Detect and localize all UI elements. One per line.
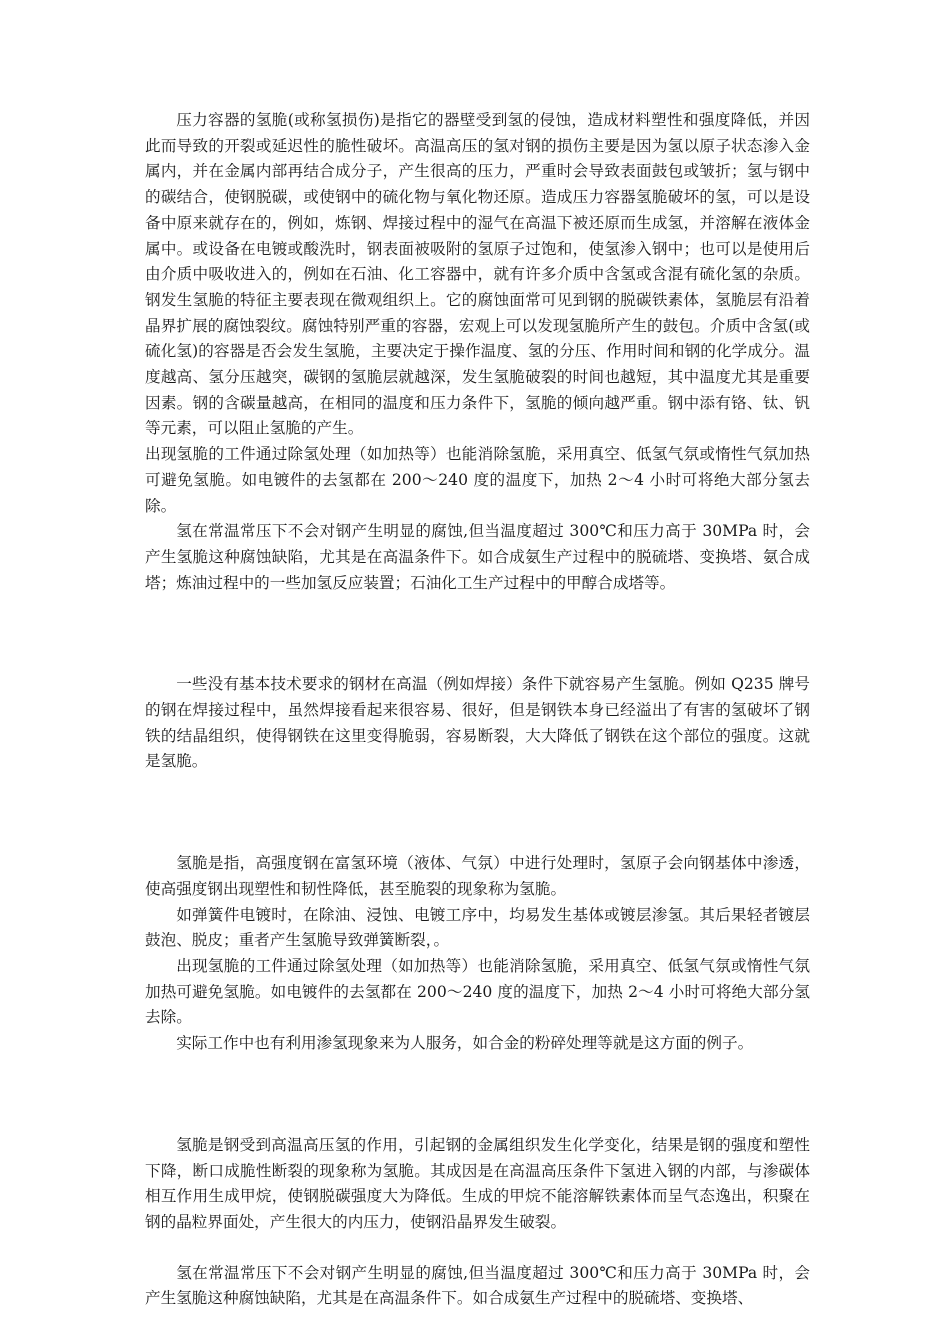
paragraph-2: 出现氢脆的工件通过除氢处理（如加热等）也能消除氢脆，采用真空、低氢气氛或惰性气氛加热可避免氢脆。如电镀件的去氢都在 200～240 度的温度下，加热 2～4 小时可将绝大部分氢去除。: [145, 445, 810, 515]
paragraph-5: 氢脆是指，高强度钢在富氢环境（液体、气氛）中进行处理时，氢原子会向钢基体中渗透，使高强度钢出现塑性和韧性降低，甚至脆裂的现象称为氢脆。: [145, 854, 810, 898]
document-page: [145, 108, 810, 1312]
paragraph-1: 压力容器的氢脆(或称氢损伤)是指它的器壁受到氢的侵蚀，造成材料塑性和强度降低，并因此而导致的开裂或延迟性的脆性破坏。高温高压的氢对钢的损伤主要是因为氢以原子状态渗入金属内，并在金属内部再结合成分子，产生很高的压力，严重时会导致表面鼓包或皱折；氢与钢中的碳结合，使钢脱碳，或使钢中的硫化物与氧化物还原。造成压力容器氢脆破坏的氢，可以是设备中原来就存在的，例如，炼钢、焊接过程中的湿气在高温下被还原而生成氢，并溶解在液体金属中。或设备在电镀或酸洗时，钢表面被吸附的氢原子过饱和，使氢渗入钢中；也可以是使用后由介质中吸收进入的，例如在石油、化工容器中，就有许多介质中含氢或含混有硫化氢的杂质。钢发生氢脆的特征主要表现在微观组织上。它的腐蚀面常可见到钢的脱碳铁素体，氢脆层有沿着晶界扩展的腐蚀裂纹。腐蚀特别严重的容器，宏观上可以发现氢脆所产生的鼓包。介质中含氢(或硫化氢)的容器是否会发生氢脆，主要决定于操作温度、氢的分压、作用时间和钢的化学成分。温度越高、氢分压越突，碳钢的氢脆层就越深，发生氢脆破裂的时间也越短，其中温度尤其是重要因素。钢的含碳量越高，在相同的温度和压力条件下，氢脆的倾向越严重。钢中添有铬、钛、钒等元素，可以阻止氢脆的产生。: [145, 111, 810, 438]
paragraph-6: 如弹簧件电镀时，在除油、浸蚀、电镀工序中，均易发生基体或镀层渗氢。其后果轻者镀层鼓泡、脱皮；重者产生氢脆导致弹簧断裂，。: [145, 905, 810, 950]
blank-gap: [145, 1057, 810, 1133]
paragraph-4: 一些没有基本技术要求的钢材在高温（例如焊接）条件下就容易产生氢脆。例如 Q235 牌号的钢在焊接过程中，虽然焊接看起来很容易、很好，但是钢铁本身已经溢出了有害的氢破坏了钢铁的结晶组织，使得钢铁在这里变得脆弱，容易断裂，大大降低了钢铁在这个部位的强度。这就是氢脆。: [145, 675, 810, 771]
paragraph-8: 实际工作中也有利用渗氢现象来为人服务，如合金的粉碎处理等就是这方面的例子。: [176, 1034, 754, 1053]
blank-gap: [145, 596, 810, 672]
paragraph-7: 出现氢脆的工件通过除氢处理（如加热等）也能消除氢脆，采用真空、低氢气氛或惰性气氛加热可避免氢脆。如电镀件的去氢都在 200～240 度的温度下，加热 2～4 小时可将绝大部分氢去除。: [145, 956, 810, 1027]
paragraph-3: 氢在常温常压下不会对钢产生明显的腐蚀,但当温度超过 300℃和压力高于 30MPa 时，会产生氢脆这种腐蚀缺陷，尤其是在高温条件下。如合成氨生产过程中的脱硫塔、变换塔、氨合成塔；炼油过程中的一些加氢反应装置；石油化工生产过程中的甲醇合成塔等。: [145, 522, 810, 592]
paragraph-9: 氢脆是钢受到高温高压氢的作用，引起钢的金属组织发生化学变化，结果是钢的强度和塑性下降，断口成脆性断裂的现象称为氢脆。其成因是在高温高压条件下氢进入钢的内部，与渗碳体相互作用生成甲烷，使钢脱碳强度大为降低。生成的甲烷不能溶解铁素体而呈气态逸出，积聚在钢的晶粒界面处，产生很大的内压力，使钢沿晶界发生破裂。: [145, 1135, 810, 1231]
blank-gap: [145, 775, 810, 851]
blank-gap: [145, 1236, 810, 1261]
paragraph-10: 氢在常温常压下不会对钢产生明显的腐蚀,但当温度超过 300℃和压力高于 30MPa 时，会产生氢脆这种腐蚀缺陷，尤其是在高温条件下。如合成氨生产过程中的脱硫塔、变换塔、: [145, 1263, 810, 1308]
